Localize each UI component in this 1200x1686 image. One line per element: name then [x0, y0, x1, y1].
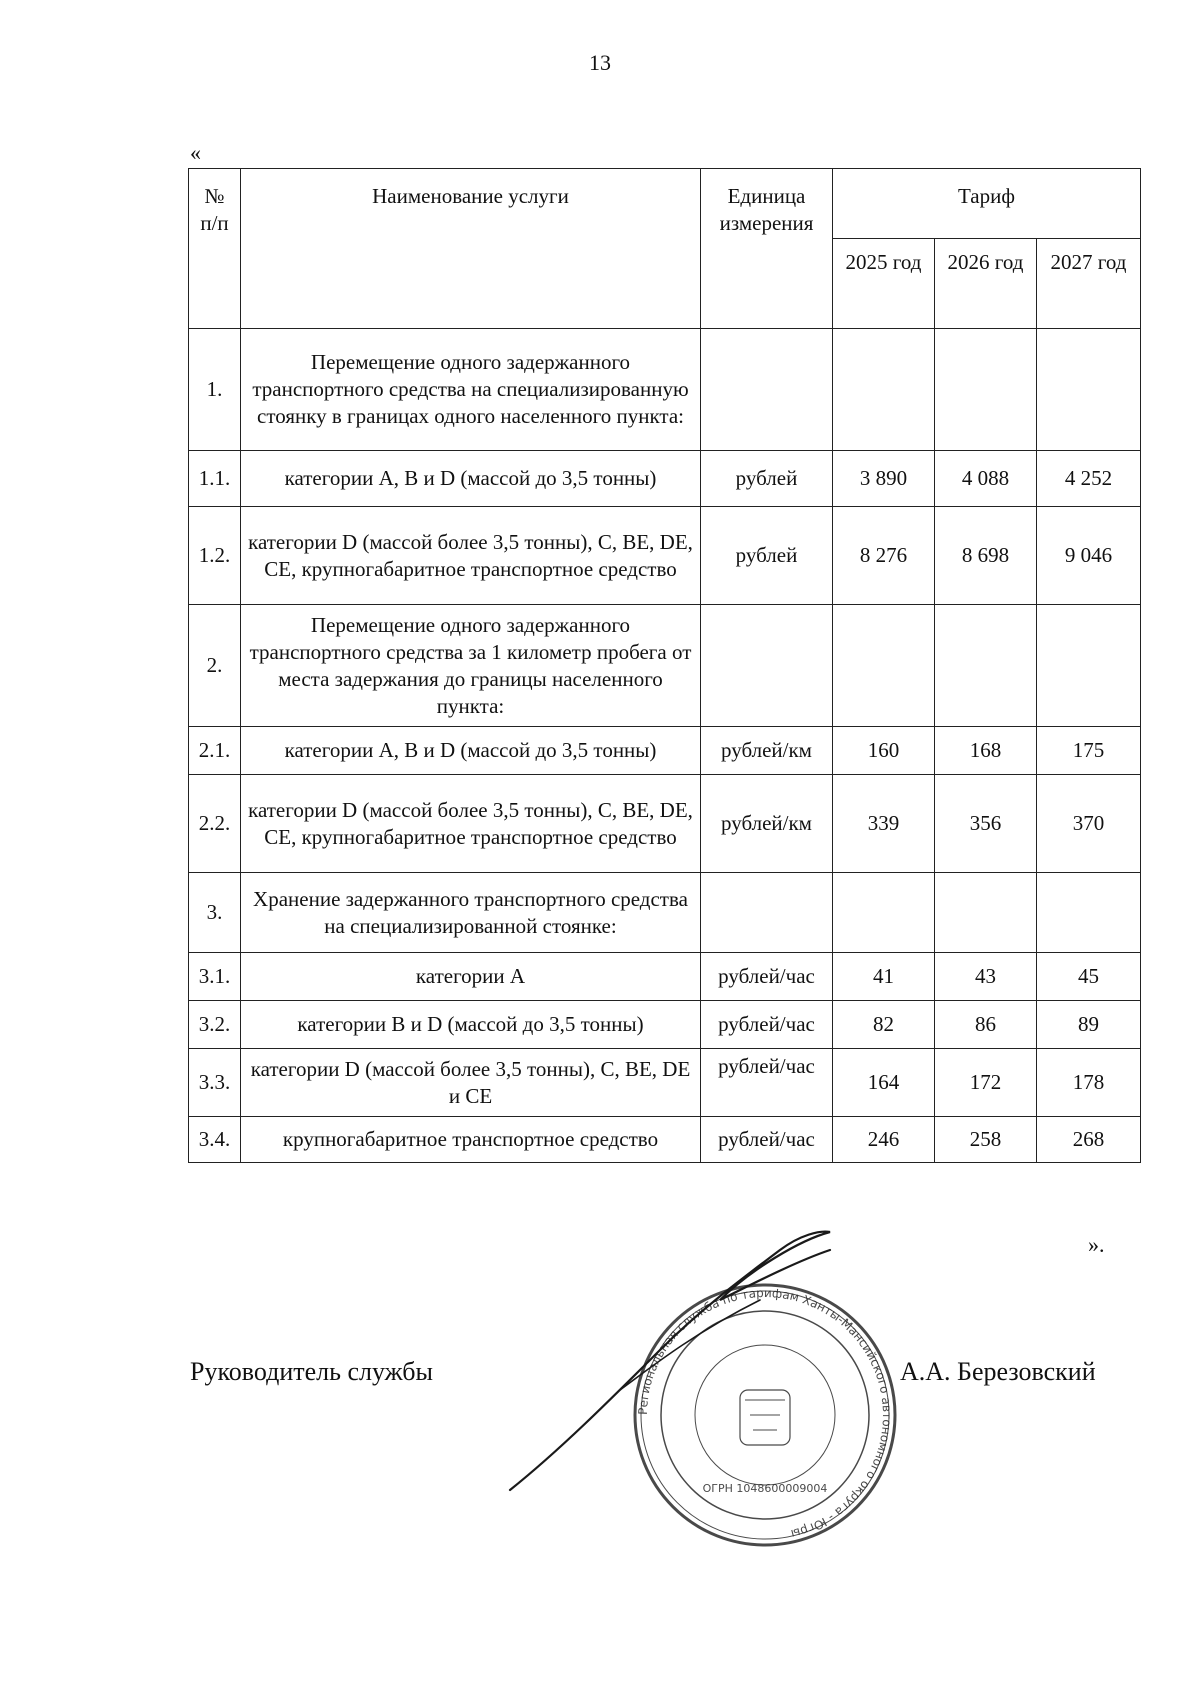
unit-cell	[701, 605, 833, 727]
tariff-2026-cell: 168	[935, 727, 1037, 775]
tariff-2025-cell: 164	[833, 1049, 935, 1117]
tariff-2027-cell: 370	[1037, 775, 1141, 873]
tariff-2025-cell: 339	[833, 775, 935, 873]
unit-cell	[701, 329, 833, 451]
signatory-role: Руководитель службы	[190, 1357, 433, 1386]
tariff-2026-cell: 43	[935, 953, 1037, 1001]
tariff-2027-cell: 178	[1037, 1049, 1141, 1117]
tariff-table	[188, 168, 1141, 1163]
table-row	[189, 873, 1141, 953]
unit-cell	[701, 873, 833, 953]
row-number-cell: 3.2.	[189, 1001, 241, 1049]
unit-cell: рублей/час	[701, 1001, 833, 1049]
tariff-2027-cell: 175	[1037, 727, 1141, 775]
tariff-2027-cell: 268	[1037, 1117, 1141, 1163]
service-name-cell: Хранение задержанного транспортного средства на специализированной стоянке:	[241, 873, 701, 953]
tariff-2026-cell	[935, 605, 1037, 727]
table-row	[189, 507, 1141, 605]
tariff-2025-cell: 3 890	[833, 451, 935, 507]
service-name-cell: крупногабаритное транспортное средство	[241, 1117, 701, 1163]
header-service: Наименование услуги	[241, 169, 701, 329]
header-year-2027: 2027 год	[1037, 239, 1141, 329]
header-tariff: Тариф	[833, 169, 1141, 239]
unit-cell: рублей/час	[701, 953, 833, 1001]
service-name-cell: категории D (массой более 3,5 тонны), С, ВЕ, DE, СЕ, крупногабаритное транспортное средство	[241, 775, 701, 873]
service-name-cell: категории D (массой более 3,5 тонны), С, ВЕ, DE и СЕ	[241, 1049, 701, 1117]
unit-cell: рублей	[701, 451, 833, 507]
service-name-cell: Перемещение одного задержанного транспортного средства на специализированную стоянку в границах одного населенного пункта:	[241, 329, 701, 451]
tariff-2025-cell	[833, 605, 935, 727]
header-year-2025: 2025 год	[833, 239, 935, 329]
service-name-cell: категории А	[241, 953, 701, 1001]
tariff-2027-cell	[1037, 873, 1141, 953]
service-name-cell: категории В и D (массой до 3,5 тонны)	[241, 1001, 701, 1049]
header-num: № п/п	[189, 169, 241, 329]
header-year-2026: 2026 год	[935, 239, 1037, 329]
tariff-2026-cell: 172	[935, 1049, 1037, 1117]
row-number-cell: 2.2.	[189, 775, 241, 873]
tariff-2025-cell	[833, 329, 935, 451]
table-row	[189, 1001, 1141, 1049]
row-number-cell: 2.1.	[189, 727, 241, 775]
table-row	[189, 727, 1141, 775]
unit-cell: рублей/час	[701, 1117, 833, 1163]
tariff-2027-cell: 45	[1037, 953, 1141, 1001]
tariff-2027-cell: 4 252	[1037, 451, 1141, 507]
tariff-2027-cell	[1037, 605, 1141, 727]
table-row	[189, 605, 1141, 727]
table-row	[189, 451, 1141, 507]
table-row	[189, 329, 1141, 451]
row-number-cell: 1.2.	[189, 507, 241, 605]
tariff-2026-cell: 8 698	[935, 507, 1037, 605]
service-name-cell: категории А, В и D (массой до 3,5 тонны)	[241, 451, 701, 507]
row-number-cell: 3.3.	[189, 1049, 241, 1117]
row-number-cell: 3.1.	[189, 953, 241, 1001]
page-number: 13	[589, 50, 611, 75]
table-row	[189, 1117, 1141, 1163]
tariff-table-body	[189, 329, 1141, 1163]
row-number-cell: 2.	[189, 605, 241, 727]
unit-cell: рублей	[701, 507, 833, 605]
service-name-cell: категории А, В и D (массой до 3,5 тонны)	[241, 727, 701, 775]
open-quote: «	[190, 140, 201, 165]
row-number-cell: 1.	[189, 329, 241, 451]
header-unit: Единица измерения	[701, 169, 833, 329]
tariff-2027-cell: 89	[1037, 1001, 1141, 1049]
close-quote: ».	[1088, 1232, 1105, 1257]
service-name-cell: Перемещение одного задержанного транспортного средства за 1 километр пробега от места задержания до границы населенного пункта:	[241, 605, 701, 727]
seal-ogrn-text: ОГРН 1048600009004	[702, 1482, 828, 1495]
signatory-name: А.А. Березовский	[900, 1357, 1096, 1386]
unit-cell: рублей/час	[701, 1049, 833, 1117]
tariff-2026-cell	[935, 329, 1037, 451]
tariff-2025-cell: 82	[833, 1001, 935, 1049]
tariff-2027-cell	[1037, 329, 1141, 451]
row-number-cell: 3.4.	[189, 1117, 241, 1163]
service-name-cell: категории D (массой более 3,5 тонны), С, ВЕ, DE, СЕ, крупногабаритное транспортное средство	[241, 507, 701, 605]
table-row	[189, 775, 1141, 873]
table-row	[189, 1049, 1141, 1117]
tariff-2026-cell: 258	[935, 1117, 1037, 1163]
unit-cell: рублей/км	[701, 775, 833, 873]
table-row	[189, 953, 1141, 1001]
tariff-2025-cell: 41	[833, 953, 935, 1001]
tariff-2025-cell: 246	[833, 1117, 935, 1163]
row-number-cell: 1.1.	[189, 451, 241, 507]
seal-ring-text: Региональная служба по тарифам Ханты-Мансийского автономного округа - Югры	[635, 1285, 895, 1542]
row-number-cell: 3.	[189, 873, 241, 953]
tariff-2026-cell	[935, 873, 1037, 953]
tariff-2026-cell: 86	[935, 1001, 1037, 1049]
tariff-2026-cell: 4 088	[935, 451, 1037, 507]
handwritten-signature	[500, 1210, 930, 1500]
tariff-2025-cell: 160	[833, 727, 935, 775]
unit-cell: рублей/км	[701, 727, 833, 775]
tariff-2026-cell: 356	[935, 775, 1037, 873]
tariff-2025-cell: 8 276	[833, 507, 935, 605]
tariff-2025-cell	[833, 873, 935, 953]
tariff-2027-cell: 9 046	[1037, 507, 1141, 605]
